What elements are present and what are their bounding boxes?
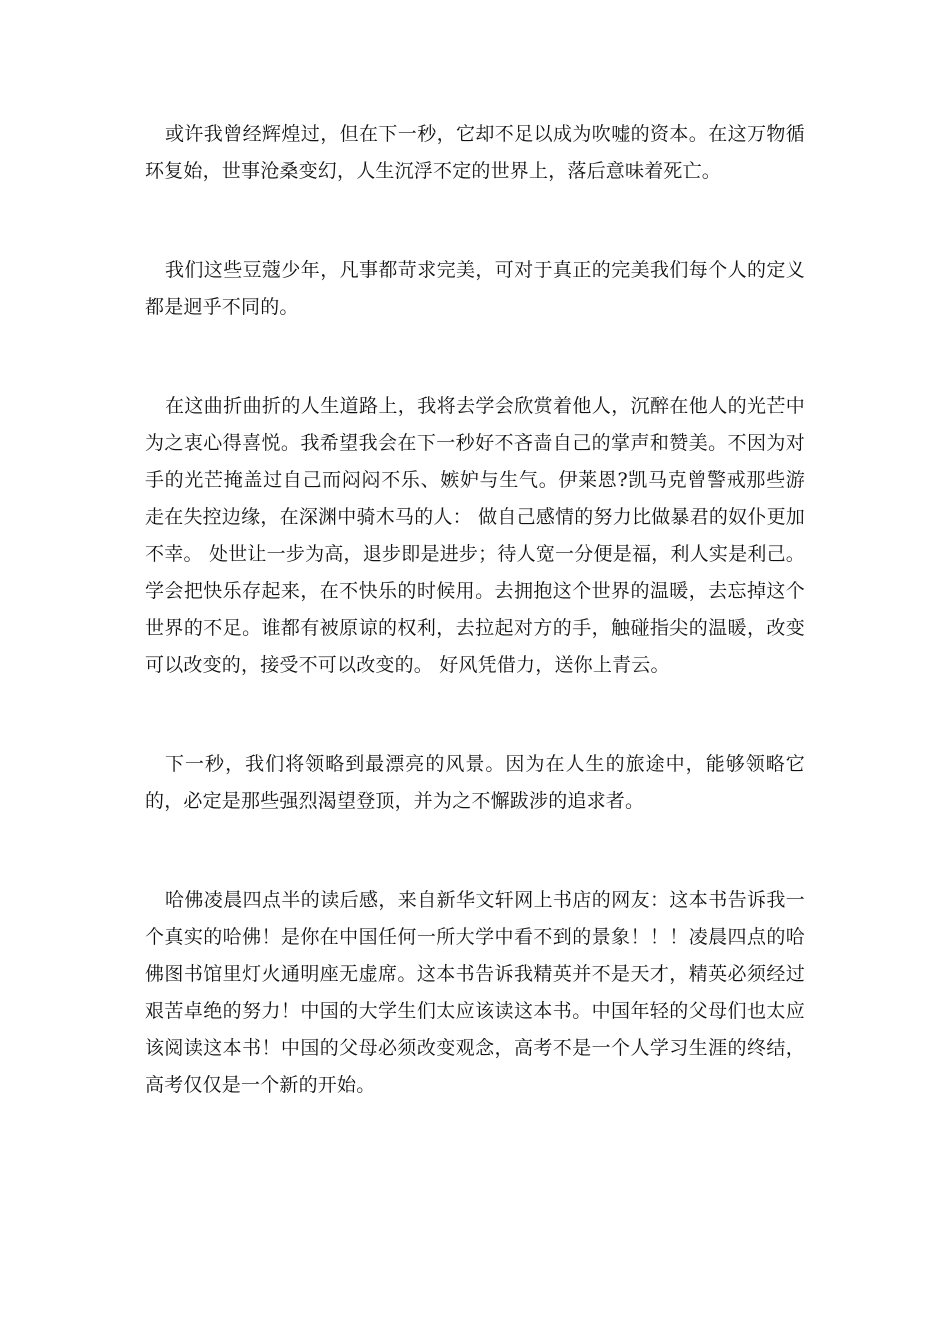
paragraph-4: 下一秒，我们将领略到最漂亮的风景。因为在人生的旅途中，能够领略它的，必定是那些强烈渴望登顶，并为之不懈跋涉的追求者。 <box>145 753 805 812</box>
paragraph-1: 或许我曾经辉煌过，但在下一秒，它却不足以成为吹嘘的资本。在这万物循环复始，世事沧桑变幻，人生沉浮不定的世界上，落后意味着死亡。 <box>145 123 805 182</box>
paragraph-5: 哈佛凌晨四点半的读后感，来自新华文轩网上书店的网友：这本书告诉我一个真实的哈佛！是你在中国任何一所大学中看不到的景象！！！凌晨四点的哈佛图书馆里灯火通明座无虚席。这本书告诉我精英并不是天才，精英必须经过艰苦卓绝的努力！中国的大学生们太应该读这本书。中国年轻的父母们也太应该阅读这本书！中国的父母必须改变观念，高考不是一个人学习生涯的终结，高考仅仅是一个新的开始。 <box>145 889 805 1096</box>
paragraph-gap <box>145 820 805 882</box>
document-body <box>145 116 805 1104</box>
paragraph-gap <box>145 684 805 746</box>
paragraph-gap <box>145 326 805 388</box>
paragraph-3: 在这曲折曲折的人生道路上，我将去学会欣赏着他人，沉醉在他人的光芒中为之衷心得喜悦。我希望我会在下一秒好不吝啬自己的掌声和赞美。不因为对手的光芒掩盖过自己而闷闷不乐、嫉妒与生气。伊莱恩?凯马克曾警戒那些游走在失控边缘，在深渊中骑木马的人： 做自己感情的努力比做暴君的奴仆更加不幸。 处世让一步为高，退步即是进步；待人宽一分便是福，利人实是利己。学会把快乐存起来，在不快乐的时候用。去拥抱这个世界的温暖，去忘掉这个世界的不足。谁都有被原谅的权利，去拉起对方的手，触碰指尖的温暖，改变可以改变的，接受不可以改变的。 好风凭借力，送你上青云。 <box>145 395 805 676</box>
paragraph-gap <box>145 190 805 252</box>
paragraph-2: 我们这些豆蔻少年，凡事都苛求完美，可对于真正的完美我们每个人的定义都是迥乎不同的。 <box>145 259 805 318</box>
